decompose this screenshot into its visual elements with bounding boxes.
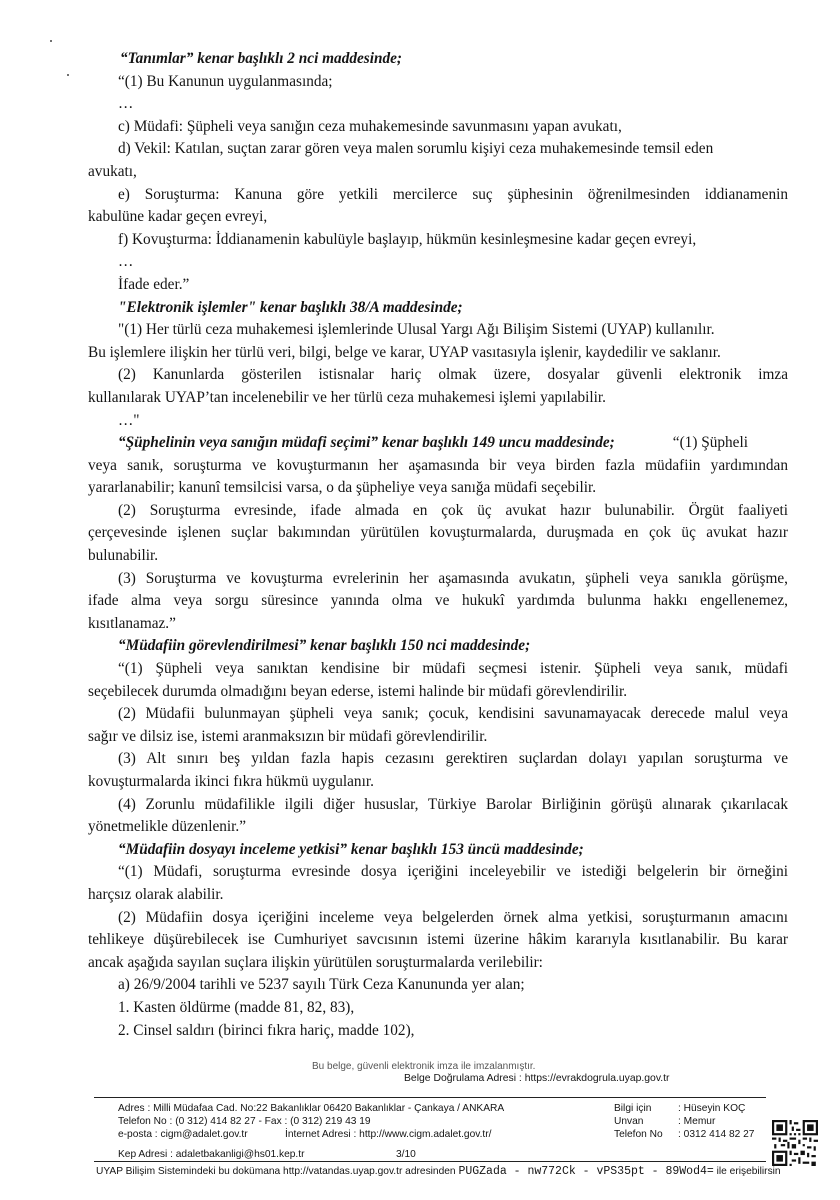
paragraph-line: f) Kovuşturma: İddianamenin kabulüyle başlayıp, hükmün kesinleşmesine kadar geçen evreyi, [118,230,697,248]
paragraph-line: “(1) Müdafi, soruşturma evresinde dosya içeriğini inceleyebilir ve istediği belgelerin bir örneğini [118,863,788,881]
paragraph-line: "(1) Her türlü ceza muhakemesi işlemlerinde Ulusal Yargı Ağı Bilişim Sistemi (UYAP) kullanılır. [118,321,715,339]
uyap-access-prefix: UYAP Bilişim Sistemindeki bu dokümana http://vatandas.uyap.gov.tr adresinden [96,1166,456,1177]
paragraph-line: (2) Soruşturma evresinde, ifade almada en çok üç avukat hazır bulunabilir. Örgüt faaliyeti [118,501,788,519]
uyap-access-line [96,1165,781,1178]
paragraph-line: e) Soruşturma: Kanuna göre yetkili mercilerce suç şüphesinin öğrenilmesinden iddianamenin [118,185,788,203]
paragraph-line: “(1) Bu Kanunun uygulanmasında; [118,72,333,90]
verification-address: Belge Doğrulama Adresi : https://evrakdogrula.uyap.gov.tr [404,1073,670,1084]
paragraph-line: yönetmelikle düzenlenir.” [88,818,247,836]
paragraph-line: (2) Müdafii bulunmayan şüpheli veya sanık; çocuk, kendisini savunamayacak derecede malul veya [118,705,788,723]
paragraph-line: c) Müdafi: Şüpheli veya sanığın ceza muhakemesinde savunmasını yapan avukatı, [118,117,622,135]
footer-info-label: Bilgi için [614,1103,652,1114]
footer-tel-label: Telefon No [614,1129,663,1140]
paragraph-line: çerçevesinde işlenen suçlar bakımından yürütülen kovuşturmalarda, duruşmada en çok üç avukat hazır [88,524,788,542]
heading-line [88,432,788,455]
paragraph-line: Bu işlemlere ilişkin her türlü veri, bilgi, belge ve karar, UYAP vasıtasıyla işlenir, kaydedilir ve saklanır. [88,343,721,361]
paragraph-line: (3) Soruşturma ve kovuşturma evrelerinin her aşamasında avukatın, şüpheli veya sanıkla görüşme, [118,569,788,587]
signature-note: Bu belge, güvenli elektronik imza ile imzalanmıştır. [312,1061,536,1072]
paragraph-line: kabulüne kadar geçen evreyi, [88,208,268,226]
section-heading: “Müdafiin dosyayı inceleme yetkisi” kenar başlıklı 153 üncü maddesinde; [118,840,584,858]
uyap-access-code: PUGZada - nw772Ck - vPS35pt - 89Wod4= [458,1165,714,1178]
footer-title-label: Unvan [614,1116,644,1127]
paragraph-text: “(1) Şüpheli [672,434,748,452]
ellipsis: … [118,253,134,271]
paragraph-line: sağır ve dilsiz ise, istemi aranmaksızın bir müdafi görevlendirilir. [88,727,488,745]
paragraph-line: veya sanık, soruşturma ve kovuşturmanın her aşamasında bir veya birden fazla müdafiin yardımından [88,456,788,474]
uyap-access-suffix: ile erişebilirsin [716,1166,781,1177]
ellipsis: … [118,95,134,113]
paragraph-line: (2) Kanunlarda gösterilen istisnalar hariç olmak üzere, dosyalar güvenli elektronik imza [118,366,788,384]
footer-kep: Kep Adresi : adaletbakanligi@hs01.kep.tr [118,1149,305,1160]
footer-address: Adres : Milli Müdafaa Cad. No:22 Bakanlıklar 06420 Bakanlıklar - Çankaya / ANKARA [118,1103,505,1114]
page-number: 3/10 [396,1149,416,1160]
paragraph-line: a) 26/9/2004 tarihli ve 5237 sayılı Türk Ceza Kanununda yer alan; [118,976,525,994]
footer-info-value: : Hüseyin KOÇ [678,1103,746,1114]
paragraph-line: “(1) Şüpheli veya sanıktan kendisine bir müdafi seçmesi istenir. Şüpheli veya sanık, müdafi [118,660,788,678]
paragraph-line: (3) Alt sınırı beş yıldan fazla hapis cezasını gerektiren suçlardan dolayı yapılan soruşturma ve [118,750,788,768]
section-heading: “Şüphelinin veya sanığın müdafi seçimi” kenar başlıklı 149 uncu maddesinde; [118,434,615,452]
paragraph-line: avukatı, [88,162,137,180]
paragraph-line: seçebilecek durumda olmadığını beyan ederse, istemi halinde bir müdafi görevlendirilir. [88,682,628,700]
paragraph-line: kovuşturmalarda ikinci fıkra hükmü uygulanır. [88,773,374,790]
section-heading: “Tanımlar” kenar başlıklı 2 nci maddesinde; [120,50,403,67]
footer-tel-value: : 0312 414 82 27 [678,1129,755,1140]
paragraph-line: ancak aşağıda sayılan suçlara ilişkin yürütülen soruşturmalarda verilebilir: [88,953,543,971]
scan-speck [50,40,52,42]
list-item: 2. Cinsel saldırı (birinci fıkra hariç, madde 102), [118,1021,415,1039]
footer-phone: Telefon No : (0 312) 414 82 27 - Fax : (0 312) 219 43 19 [118,1116,371,1127]
section-heading: “Müdafiin görevlendirilmesi” kenar başlıklı 150 nci maddesinde; [118,637,531,655]
paragraph-line: tehlikeye düşürebilecek ise Cumhuriyet savcısının istemi üzerine hâkim kararıyla kısıtlanabilir. Bu karar [88,931,788,949]
paragraph-line: harçsız olarak alabilir. [88,885,224,903]
footer-title-value: : Memur [678,1116,716,1127]
footer-divider [94,1097,766,1098]
paragraph-line: İfade eder.” [118,275,190,293]
paragraph-line: kısıtlanamaz.” [88,614,176,632]
body-text [88,48,788,1042]
paragraph-line: (2) Müdafiin dosya içeriğini inceleme veya belgelerden örnek alma yetkisi, soruşturmanın amacını [118,908,788,926]
list-item: 1. Kasten öldürme (madde 81, 82, 83), [118,998,355,1016]
ellipsis: …" [118,411,140,429]
section-heading: "Elektronik işlemler" kenar başlıklı 38/A maddesinde; [118,298,463,316]
footer-internet: İnternet Adresi : http://www.cigm.adalet.gov.tr/ [285,1129,492,1140]
paragraph-line: bulunabilir. [88,547,159,565]
paragraph-line: yararlanabilir; kanunî temsilcisi varsa, o da şüpheliye veya sanığa müdafi seçebilir. [88,479,597,497]
paragraph-line: (4) Zorunlu müdafilikle ilgili diğer hususlar, Türkiye Barolar Birliğinin görüşü alınarak çıkarılacak [118,795,788,813]
paragraph-line: ifade alma veya sorgu süresince yanında olma ve hukukî yardımda bulunma hakkı engellenemez, [88,592,788,610]
scan-speck [67,74,69,76]
qr-code-icon [772,1120,818,1166]
paragraph-line: d) Vekil: Katılan, suçtan zarar gören veya malen sorumlu kişiyi ceza muhakemesinde temsil eden [118,140,714,158]
footer-divider [94,1161,766,1162]
footer-email: e-posta : cigm@adalet.gov.tr [118,1129,248,1140]
paragraph-line: kullanılarak UYAP’tan incelenebilir ve her türlü ceza muhakemesi işlemi yapılabilir. [88,388,606,406]
